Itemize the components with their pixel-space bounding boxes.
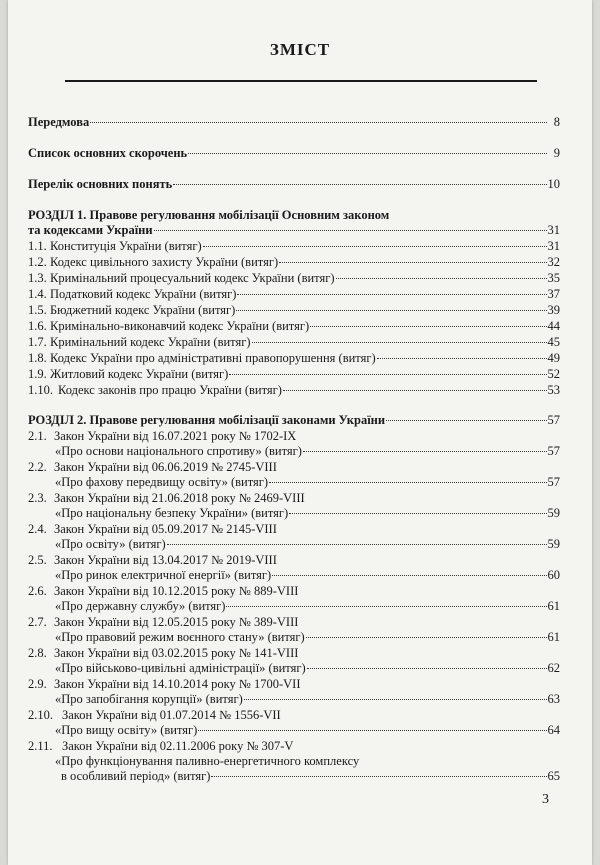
toc-page-number: 57 [547,413,560,427]
toc-page-number: 59 [547,506,560,520]
toc-item-number: 1.9. [28,367,47,381]
toc-item-number: 2.8. [28,646,47,660]
toc-item-text: Кодекс цивільного захисту України (витяг) [50,255,279,269]
toc-item-1-3[interactable] [28,271,560,286]
toc-item-2-3-line1 [28,491,305,506]
leader-dots [377,358,547,359]
toc-item-1-9[interactable] [28,367,560,382]
toc-item-number: 2.4. [28,522,47,536]
toc-item-2-7[interactable] [55,630,560,645]
leader-dots [226,606,546,607]
toc-item-text: Закон України від 10.12.2015 року № 889-VIII [54,584,299,598]
leader-dots [303,451,547,452]
toc-item-number: 2.7. [28,615,47,629]
leader-dots [244,699,547,700]
toc-page-number: 44 [547,319,560,333]
toc-item-number: 1.5. [28,303,47,317]
toc-item-2-3[interactable] [55,506,560,521]
toc-item-text: Кримінально-виконавчий кодекс України (витяг) [50,319,310,333]
toc-item-number: 1.7. [28,335,47,349]
toc-page-number: 61 [547,599,560,613]
toc-item-number: 1.1. [28,239,47,253]
toc-item-number: 2.6. [28,584,47,598]
toc-item-2-5-line1 [28,553,277,568]
toc-page-number: 52 [547,367,560,381]
toc-item-number: 2.11. [28,739,53,753]
toc-item-2-11-line2: «Про функціонування паливно-енергетичного комплексу [55,754,360,768]
toc-item-1-10[interactable] [28,383,560,398]
toc-page-number: 59 [547,537,560,551]
leader-dots [307,668,547,669]
toc-item-text: Бюджетний кодекс України (витяг) [50,303,236,317]
toc-page-number: 9 [553,146,560,160]
toc-item-2-8-line1 [28,646,298,661]
toc-item-text: Житловий кодекс України (витяг) [50,367,229,381]
toc-item-text: Кодекс законів про працю України (витяг) [58,383,282,397]
toc-item-number: 2.2. [28,460,47,474]
toc-item-text: Закон України від 02.11.2006 року № 307-V [62,739,294,753]
toc-item-number: 2.1. [28,429,47,443]
leader-dots [236,310,546,311]
toc-page-number: 64 [547,723,560,737]
toc-page-number: 35 [547,271,560,285]
toc-page-number: 10 [547,177,560,191]
leader-dots [229,374,546,375]
toc-item-text: Кодекс України про адміністративні правопорушення (витяг) [50,351,376,365]
toc-page-number: 63 [547,692,560,706]
toc-item-text: Закон України від 12.05.2015 року № 389-VIII [54,615,299,629]
toc-item-text: «Про фахову передвищу освіту» (витяг) [55,475,269,489]
toc-item-text: «Про державну службу» (витяг) [55,599,226,613]
leader-dots [188,153,547,154]
leader-dots [211,776,546,777]
toc-item-number: 2.10. [28,708,53,722]
leader-dots [237,294,546,295]
toc-entry-text: Список основних скорочень [28,146,188,160]
leader-dots [272,575,546,576]
leader-dots [283,390,547,391]
toc-page-number: 53 [547,383,560,397]
toc-entry-text: Перелік основних понять [28,177,173,191]
section1-heading-line2: та кодексами України [28,223,153,237]
toc-item-2-10-line1 [28,708,281,723]
toc-page-number: 39 [547,303,560,317]
toc-item-text: Закон України від 06.06.2019 № 2745-VIII [54,460,277,474]
leader-dots [310,326,546,327]
toc-page-number: 31 [547,223,560,237]
toc-item-2-2-line1 [28,460,277,475]
leader-dots [173,184,546,185]
toc-item-text: Закон України від 03.02.2015 року № 141-VIII [54,646,299,660]
toc-entry-concepts[interactable] [28,177,560,192]
toc-item-text: «Про національну безпеку України» (витяг) [55,506,289,520]
toc-item-2-6-line1 [28,584,298,599]
toc-item-text: Закон України від 13.04.2017 № 2019-VIII [54,553,277,567]
toc-item-1-2[interactable] [28,255,560,270]
toc-item-2-8[interactable] [55,661,560,676]
toc-item-1-5[interactable] [28,303,560,318]
toc-page-number: 37 [547,287,560,301]
toc-item-text: в особливий період» (витяг) [61,769,211,783]
toc-item-2-10[interactable] [55,723,560,738]
toc-item-text: «Про вищу освіту» (витяг) [55,723,198,737]
toc-item-text: Закон України від 05.09.2017 № 2145-VIII [54,522,277,536]
toc-item-1-8[interactable] [28,351,560,366]
leader-dots [203,246,547,247]
toc-item-2-11-line1 [28,739,293,754]
toc-item-2-5[interactable] [55,568,560,583]
toc-item-2-6[interactable] [55,599,560,614]
toc-item-1-4[interactable] [28,287,560,302]
toc-item-2-1[interactable] [55,444,560,459]
toc-page-number: 49 [547,351,560,365]
leader-dots [198,730,546,731]
toc-item-1-6[interactable] [28,319,560,334]
book-page [8,0,592,865]
toc-item-text: «Про правовий режим воєнного стану» (витяг) [55,630,305,644]
toc-item-number: 2.3. [28,491,47,505]
toc-item-number: 1.8. [28,351,47,365]
toc-page-number: 8 [553,115,560,129]
toc-item-text: Конституція України (витяг) [50,239,202,253]
toc-item-2-4-line1 [28,522,277,537]
page-title: ЗМІСТ [269,40,331,59]
toc-item-text: «Про основи національного спротиву» (витяг) [55,444,302,458]
toc-item-number: 1.10. [28,383,53,397]
toc-page-number: 31 [547,239,560,253]
toc-item-number: 1.4. [28,287,47,301]
toc-item-2-7-line1 [28,615,298,630]
toc-item-number: 2.5. [28,553,47,567]
section1-heading[interactable] [28,223,560,238]
toc-item-1-7[interactable] [28,335,560,350]
toc-item-text: «Про запобігання корупції» (витяг) [55,692,243,706]
toc-item-2-1-line1 [28,429,296,444]
toc-item-number: 2.9. [28,677,47,691]
toc-item-text: «Про військово-цивільні адміністрації» (витяг) [55,661,306,675]
toc-item-2-2[interactable] [55,475,560,490]
toc-page-number: 65 [547,769,560,783]
leader-dots [289,513,546,514]
toc-item-text: Закон України від 16.07.2021 року № 1702-IX [54,429,297,443]
toc-page-number: 60 [547,568,560,582]
toc-item-text: «Про ринок електричної енергії» (витяг) [55,568,272,582]
toc-item-2-11[interactable] [61,769,560,784]
toc-page-number: 45 [547,335,560,349]
toc-item-number: 1.3. [28,271,47,285]
leader-dots [306,637,547,638]
leader-dots [252,342,547,343]
leader-dots [336,278,547,279]
toc-page-number: 62 [547,661,560,675]
toc-item-number: 1.6. [28,319,47,333]
leader-dots [90,122,547,123]
toc-entry-text: Передмова [28,115,90,129]
toc-item-2-9-line1 [28,677,300,692]
section2-heading-text: РОЗДІЛ 2. Правове регулювання мобілізації законами України [28,413,386,427]
toc-entry-abbreviations[interactable] [28,146,560,161]
toc-item-text: Закон України від 01.07.2014 № 1556-VII [62,708,281,722]
toc-page-number: 57 [547,444,560,458]
toc-item-text: Закон України від 21.06.2018 року № 2469-VIII [54,491,305,505]
toc-item-2-4[interactable] [55,537,560,552]
section2-heading[interactable] [28,413,560,428]
leader-dots [386,420,546,421]
toc-item-2-9[interactable] [55,692,560,707]
toc-entry-foreword[interactable] [28,115,560,130]
page-number: 3 [542,792,549,807]
toc-item-number: 1.2. [28,255,47,269]
table-of-contents [8,0,592,865]
toc-item-text: Кримінальний процесуальний кодекс України (витяг) [50,271,335,285]
leader-dots [269,482,546,483]
toc-item-1-1[interactable] [28,239,560,254]
leader-dots [154,230,547,231]
toc-item-text: Кримінальний кодекс України (витяг) [50,335,251,349]
leader-dots [167,544,547,545]
toc-item-text: «Про освіту» (витяг) [55,537,166,551]
toc-page-number: 32 [547,255,560,269]
toc-item-text: Податковий кодекс України (витяг) [50,287,237,301]
leader-dots [279,262,546,263]
toc-page-number: 61 [547,630,560,644]
toc-item-text: Закон України від 14.10.2014 року № 1700-VII [54,677,301,691]
toc-page-number: 57 [547,475,560,489]
section1-heading-line1: РОЗДІЛ 1. Правове регулювання мобілізації Основним законом [28,208,390,222]
